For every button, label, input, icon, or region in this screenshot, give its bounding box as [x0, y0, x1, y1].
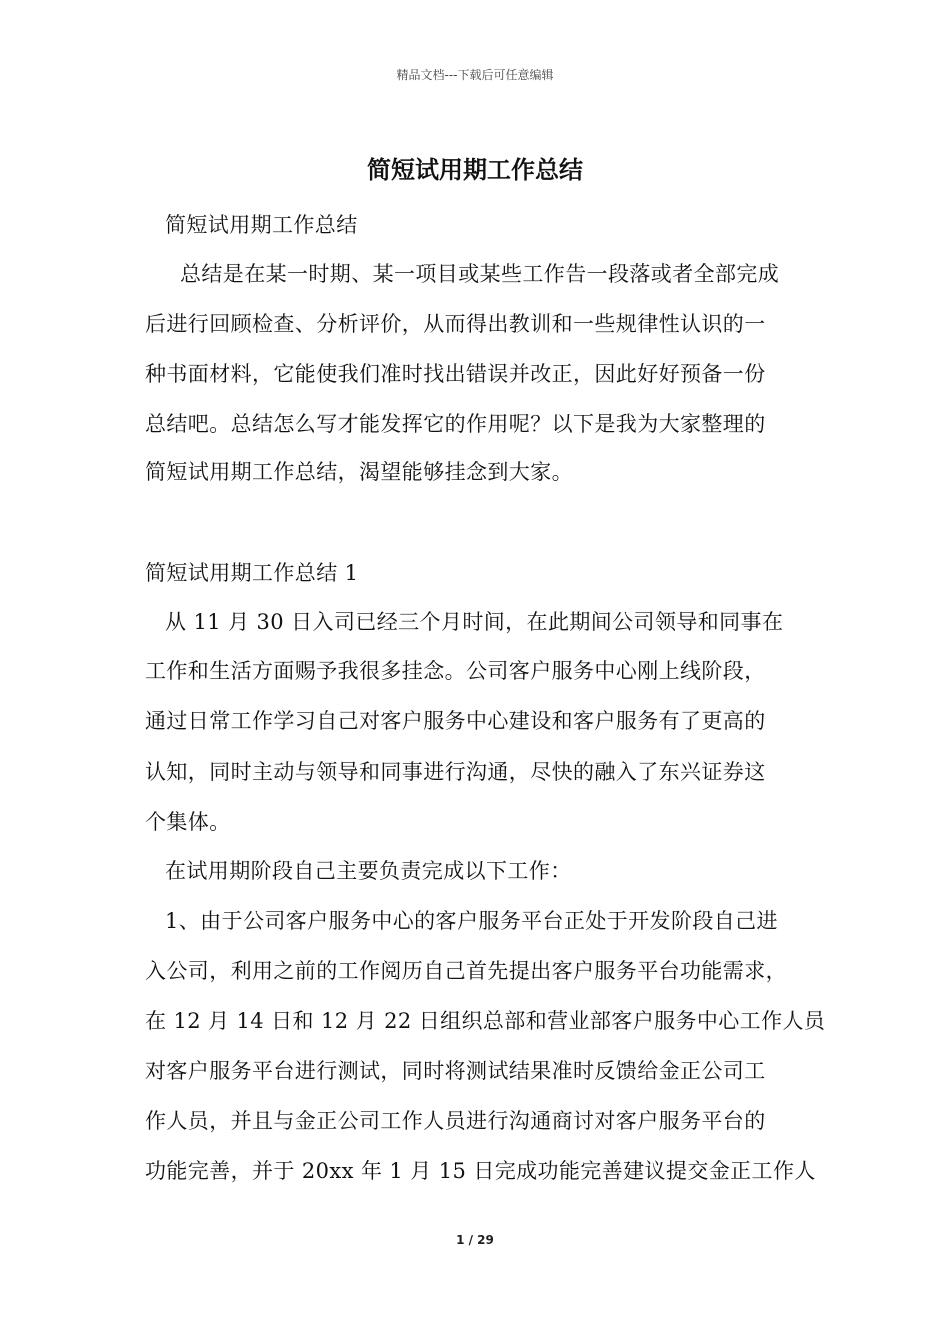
paragraph-line: 对客户服务平台进行测试，同时将测试结果准时反馈给金正公司工 — [145, 1059, 766, 1083]
paragraph-line: 通过日常工作学习自己对客户服务中心建设和客户服务有了更高的 — [145, 709, 766, 733]
page-header-note: 精品文档---下载后可任意编辑 — [396, 68, 554, 82]
paragraph-line: 总结吧。总结怎么写才能发挥它的作用呢？以下是我为大家整理的 — [145, 412, 766, 436]
document-title: 简短试用期工作总结 — [367, 156, 583, 184]
paragraph-line: 从 11 月 30 日入司已经三个月时间，在此期间公司领导和同事在 — [165, 610, 784, 634]
paragraph-line: 工作和生活方面赐予我很多挂念。公司客户服务中心刚上线阶段， — [145, 659, 766, 683]
paragraph-line: 在 12 月 14 日和 12 月 22 日组织总部和营业部客户服务中心工作人员 — [145, 1009, 826, 1033]
paragraph-line: 后进行回顾检查、分析评价，从而得出教训和一些规律性认识的一 — [145, 312, 766, 336]
page-number: 1 / 29 — [456, 1233, 494, 1247]
paragraph-line: 认知，同时主动与领导和同事进行沟通，尽快的融入了东兴证券这 — [145, 760, 766, 784]
paragraph-line: 个集体。 — [145, 810, 231, 834]
section-heading: 简短试用期工作总结 1 — [145, 561, 359, 585]
paragraph-line: 简短试用期工作总结，渴望能够挂念到大家。 — [145, 460, 573, 484]
paragraph-line: 入公司，利用之前的工作阅历自己首先提出客户服务平台功能需求， — [145, 959, 787, 983]
subtitle-line: 简短试用期工作总结 — [165, 213, 358, 237]
paragraph-line: 总结是在某一时期、某一项目或某些工作告一段落或者全部完成 — [180, 262, 780, 286]
paragraph-line: 1、由于公司客户服务中心的客户服务平台正处于开发阶段自己进 — [165, 909, 778, 933]
paragraph-line: 在试用期阶段自己主要负责完成以下工作： — [165, 859, 572, 883]
paragraph-line: 功能完善，并于 20xx 年 1 月 15 日完成功能完善建议提交金正工作人 — [145, 1159, 816, 1183]
paragraph-line: 种书面材料，它能使我们准时找出错误并改正，因此好好预备一份 — [145, 362, 766, 386]
paragraph-line: 作人员，并且与金正公司工作人员进行沟通商讨对客户服务平台的 — [145, 1109, 766, 1133]
